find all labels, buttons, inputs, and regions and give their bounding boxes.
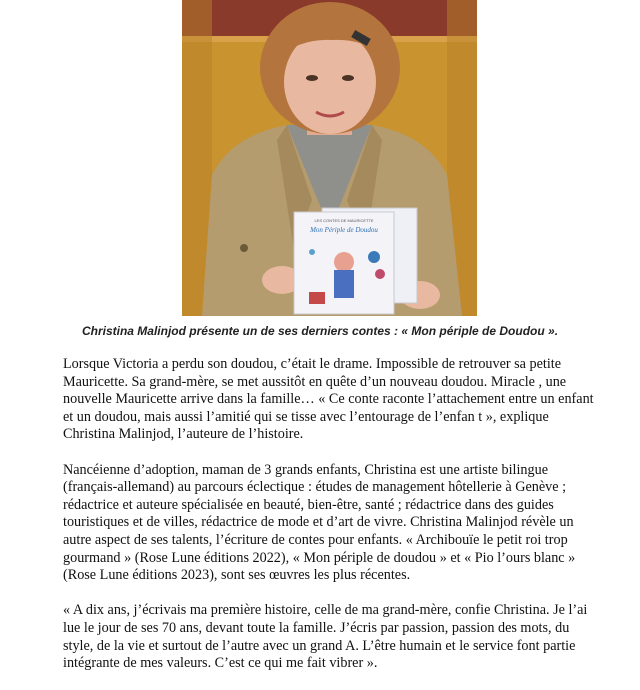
face: [284, 30, 376, 134]
paragraph-3: « A dix ans, j’écrivais ma première histoire, celle de ma grand-mère, confie Christina. Je l’ai lue le jour de ses 70 ans, devant toute la famille. J’écris par passion, passion des mots, du style, de la vie et surtout de l’autre avec un grand A. L’être humain et le service font partie intégrante de mes valeurs. C’est ce qui me fait vibrer ».: [63, 602, 588, 672]
author-photo: [182, 0, 477, 316]
book-cover: [294, 212, 394, 314]
article-body: [63, 356, 603, 690]
paragraph-2: Nancéienne d’adoption, maman de 3 grands enfants, Christina est une artiste bilingue (français-allemand) au parcours éclectique : études de management hôtellerie à Genève ; rédactrice et auteure spécialisée en beauté, bien-être, santé ; rédactrice dans des guides touristiques et de villes, rédactrice de mode et d’art de vivre. Christina Malinjod révèle un autre aspect de ses talents, l’écriture de contes pour enfants. « Archibouïe le petit roi trop gourmand » (Rose Lune éditions 2022), « Mon périple de doudou » et « Pio l’ours blanc » (Rose Lune éditions 2023), sont ses œuvres les plus récentes.: [63, 461, 576, 584]
book-title-label: Mon Périple de Doudou: [310, 226, 378, 234]
book-series-label: LES CONTES DE MAURICETTE: [314, 218, 374, 223]
paragraph-1: Lorsque Victoria a perdu son doudou, c’était le drame. Impossible de retrouver sa petite Mauricette. Sa grand-mère, se met aussitôt en quête d’un nouveau doudou. Miracle , une nouvelle Mauricette arrive dans la famille… « Ce conte raconte l’attachement entre un enfant et un doudou, mais aussi l’amitié qui se tisse avec l’entourage de l’enfan t », explique Christina Malinjod, l’auteure de l’histoire.: [63, 356, 594, 443]
photo-caption: Christina Malinjod présente un de ses derniers contes : « Mon périple de Doudou ».: [81, 324, 559, 338]
